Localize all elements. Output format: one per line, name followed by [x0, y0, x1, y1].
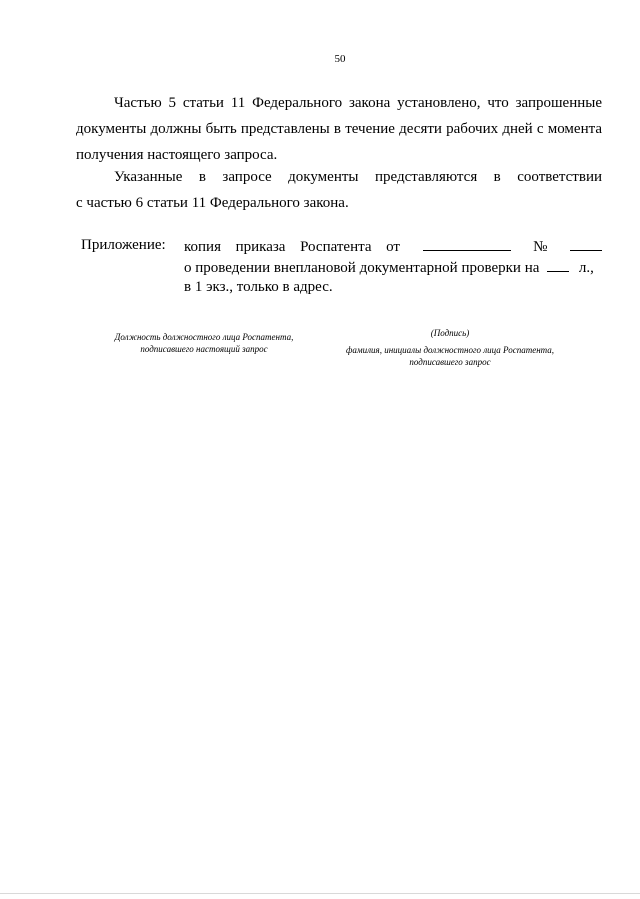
- paragraph-line: документы должны быть представлены в течение десяти рабочих дней с момента: [76, 121, 602, 137]
- attachment-line-copies: в 1 экз., только в адрес.: [184, 279, 333, 295]
- order-number-blank: [570, 236, 602, 251]
- signer-position-line: Должность должностного лица Роспатента,: [114, 332, 294, 342]
- attachment-label: Приложение:: [81, 237, 166, 253]
- signer-position-line: подписавшего настоящий запрос: [140, 344, 268, 354]
- pages-count-blank: [547, 257, 569, 272]
- attachment-order-text: [184, 238, 400, 257]
- paragraph-deadline: [76, 90, 602, 168]
- attachment-line-order: [184, 236, 602, 257]
- signer-name-line: подписавшего запрос: [409, 357, 491, 367]
- signer-position-caption: [96, 331, 312, 355]
- paragraph-line: получения настоящего запроса.: [76, 147, 278, 163]
- signature-caption-text: (Подпись): [430, 328, 470, 338]
- attachment-line-topic: [184, 257, 602, 278]
- scan-edge: [0, 893, 640, 894]
- paragraph-line: Указанные в запросе документы представляются в соответствии: [114, 169, 602, 185]
- number-sign: №: [533, 239, 548, 255]
- signer-name-line: фамилия, инициалы должностного лица Роспатента,: [345, 345, 555, 355]
- paragraph-line: с частью 6 статьи 11 Федерального закона.: [76, 195, 349, 211]
- attachment-word: копия: [184, 239, 221, 255]
- signature-caption: [330, 327, 570, 339]
- pages-suffix: л.,: [578, 260, 594, 276]
- attachment-body: [184, 236, 602, 297]
- page-number: 50: [334, 53, 346, 65]
- attachment-word: приказа: [235, 239, 286, 255]
- attachment-word: Роспатента: [300, 239, 372, 255]
- attachment-topic-text: о проведении внеплановой документарной проверки на: [184, 260, 540, 276]
- attachment-word: от: [386, 239, 400, 255]
- paragraph-documents-order: [76, 164, 602, 216]
- order-date-blank: [423, 236, 511, 251]
- signer-name-caption: [330, 344, 570, 368]
- paragraph-line: Частью 5 статьи 11 Федерального закона установлено, что запрошенные: [114, 95, 602, 111]
